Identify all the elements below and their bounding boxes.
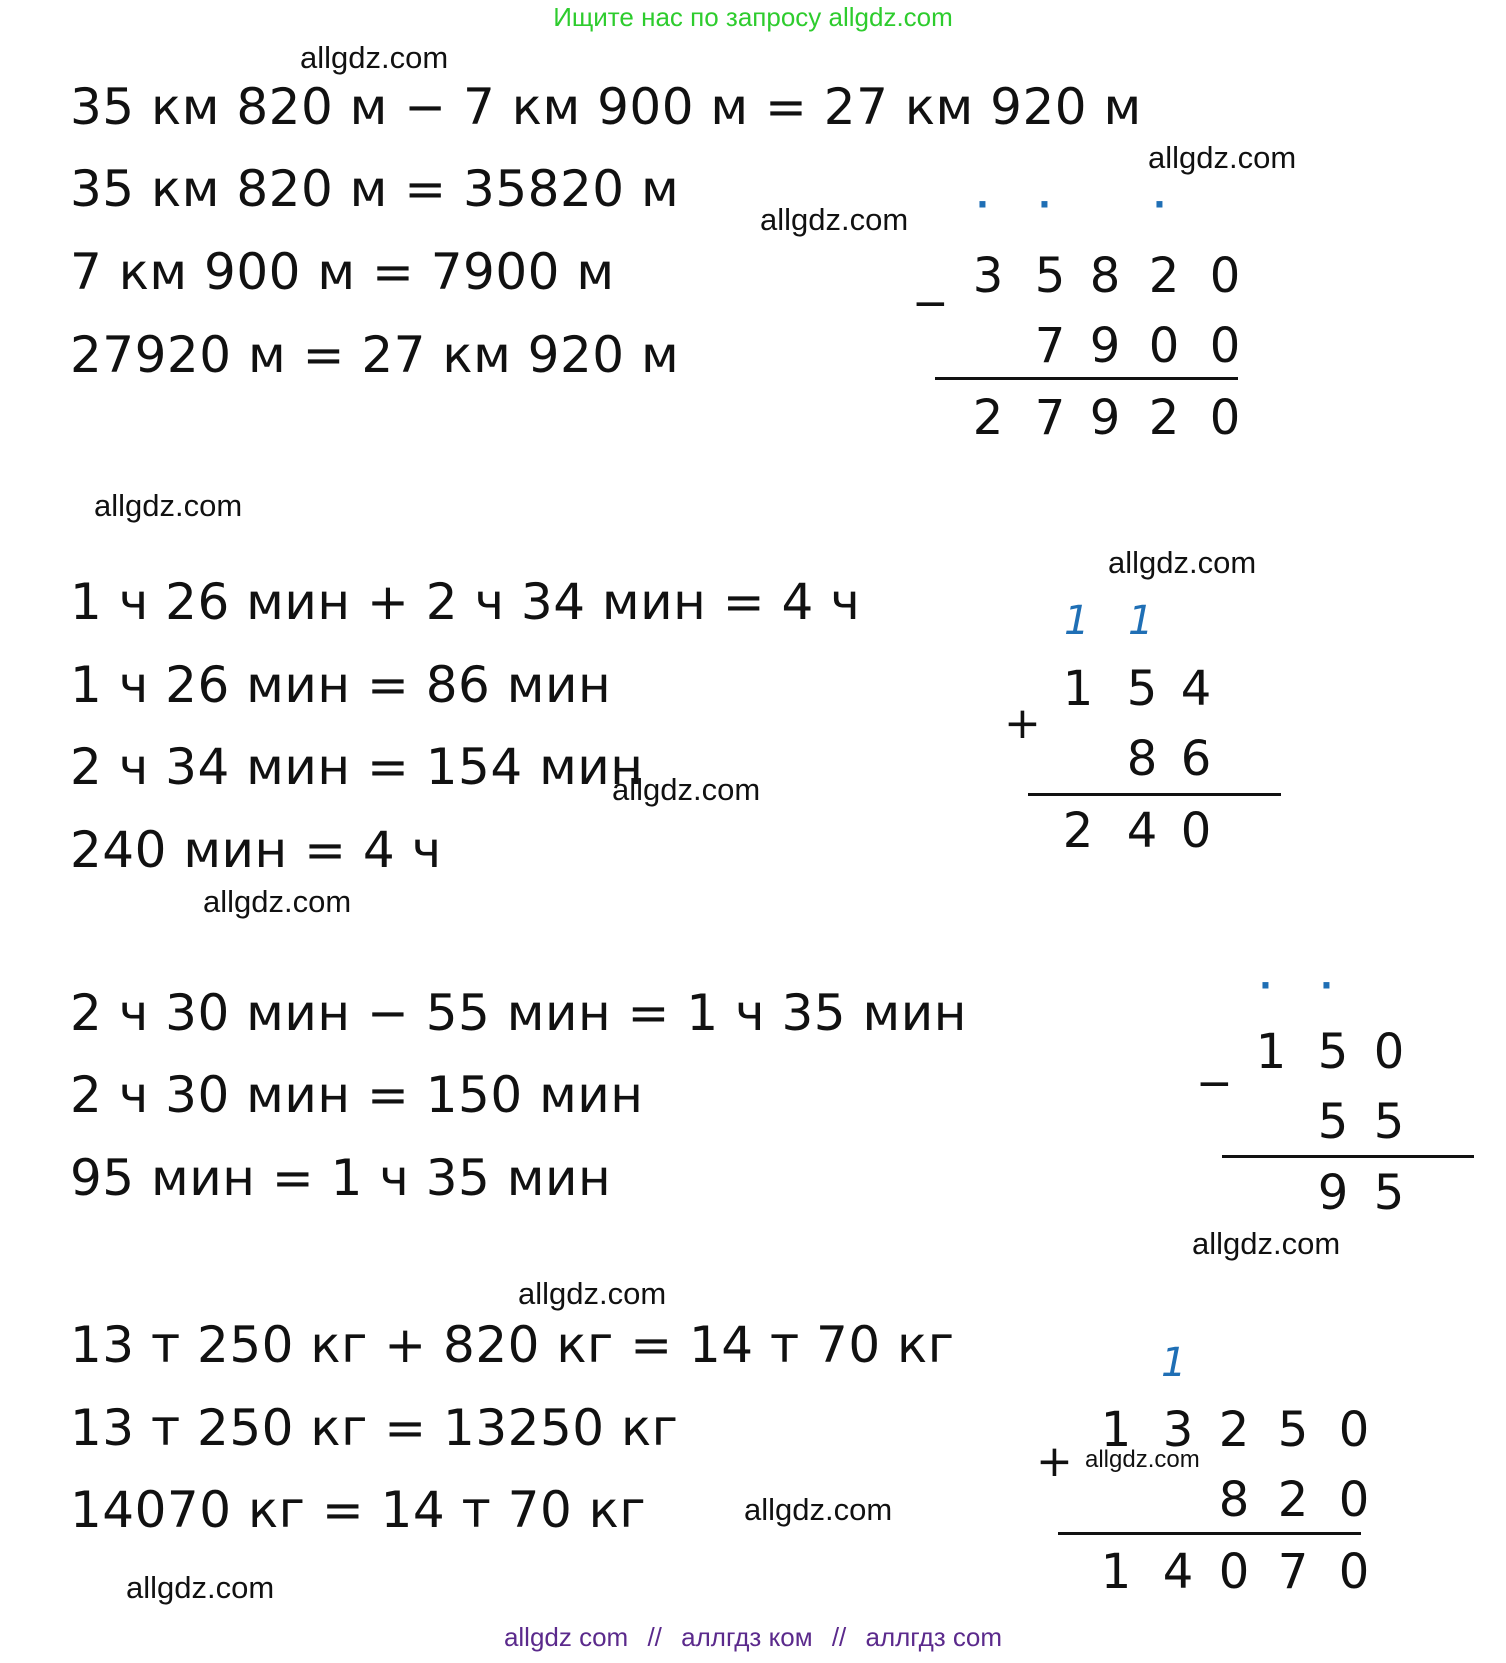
footer-part: аллгдз ком bbox=[681, 1622, 813, 1652]
equation-line: 1 ч 26 мин + 2 ч 34 мин = 4 ч bbox=[70, 573, 861, 631]
watermark: allgdz.com bbox=[300, 40, 449, 75]
digit: 8 bbox=[1089, 248, 1121, 304]
digit: 3 bbox=[1162, 1402, 1194, 1458]
watermark: allgdz.com bbox=[1192, 1226, 1341, 1261]
equation-line: 14070 кг = 14 т 70 кг bbox=[70, 1481, 647, 1539]
digit: 4 bbox=[1126, 803, 1158, 859]
digit: 9 bbox=[1317, 1165, 1349, 1221]
equation-line: 13 т 250 кг = 13250 кг bbox=[70, 1399, 679, 1457]
watermark: allgdz.com bbox=[1108, 545, 1257, 580]
footer-part: allgdz com bbox=[503, 1622, 629, 1652]
digit: 8 bbox=[1126, 731, 1158, 787]
digit: 0 bbox=[1338, 1544, 1370, 1600]
digit: 0 bbox=[1180, 803, 1212, 859]
sum-line bbox=[1028, 793, 1281, 796]
digit: 2 bbox=[1062, 803, 1094, 859]
watermark: allgdz.com bbox=[518, 1276, 667, 1311]
equation-line: 35 км 820 м = 35820 м bbox=[70, 160, 680, 218]
equation-line: 27920 м = 27 км 920 м bbox=[70, 326, 680, 384]
watermark: allgdz.com bbox=[94, 488, 243, 523]
minus-operator: − bbox=[912, 278, 949, 329]
digit: 0 bbox=[1209, 318, 1241, 374]
equation-line: 2 ч 34 мин = 154 мин bbox=[70, 738, 644, 796]
plus-operator: + bbox=[1036, 1436, 1073, 1487]
watermark: allgdz.com bbox=[760, 202, 909, 237]
digit: 9 bbox=[1089, 390, 1121, 446]
equation-line: 2 ч 30 мин − 55 мин = 1 ч 35 мин bbox=[70, 984, 967, 1042]
digit: 2 bbox=[1148, 390, 1180, 446]
header-banner: Ищите нас по запросу allgdz.com bbox=[553, 2, 953, 32]
watermark: allgdz.com bbox=[203, 884, 352, 919]
digit: 1 bbox=[1255, 1024, 1287, 1080]
digit: 7 bbox=[1034, 318, 1066, 374]
digit: 1 bbox=[1062, 661, 1094, 717]
digit: 5 bbox=[1317, 1024, 1349, 1080]
borrow-mark: · bbox=[1320, 966, 1333, 1006]
watermark: allgdz.com bbox=[126, 1570, 275, 1605]
digit: 5 bbox=[1373, 1165, 1405, 1221]
digit: 5 bbox=[1317, 1094, 1349, 1150]
footer bbox=[0, 1622, 1506, 1653]
digit: 1 bbox=[1100, 1402, 1132, 1458]
equation-line: 7 км 900 м = 7900 м bbox=[70, 243, 615, 301]
digit: 0 bbox=[1373, 1024, 1405, 1080]
digit: 8 bbox=[1218, 1472, 1250, 1528]
digit: 0 bbox=[1338, 1472, 1370, 1528]
digit: 2 bbox=[1218, 1402, 1250, 1458]
borrow-mark: · bbox=[1153, 185, 1166, 225]
watermark: allgdz.com bbox=[612, 772, 761, 807]
equation-line: 35 км 820 м − 7 км 900 м = 27 км 920 м bbox=[70, 78, 1142, 136]
watermark: allgdz.com bbox=[1085, 1446, 1200, 1473]
footer-part: аллгдз com bbox=[865, 1622, 1003, 1652]
digit: 0 bbox=[1338, 1402, 1370, 1458]
digit: 5 bbox=[1034, 248, 1066, 304]
equation-line: 240 мин = 4 ч bbox=[70, 821, 442, 879]
borrow-mark: · bbox=[1038, 185, 1051, 225]
carry-mark: 1 bbox=[1161, 1340, 1187, 1386]
digit: 5 bbox=[1277, 1402, 1309, 1458]
digit: 2 bbox=[1148, 248, 1180, 304]
digit: 5 bbox=[1373, 1094, 1405, 1150]
carry-mark: 1 bbox=[1064, 598, 1090, 644]
digit: 0 bbox=[1209, 390, 1241, 446]
digit: 4 bbox=[1180, 661, 1212, 717]
watermark: allgdz.com bbox=[744, 1492, 893, 1527]
footer-separator: // bbox=[831, 1622, 847, 1652]
watermark: allgdz.com bbox=[1148, 140, 1297, 175]
digit: 0 bbox=[1209, 248, 1241, 304]
digit: 6 bbox=[1180, 731, 1212, 787]
digit: 7 bbox=[1034, 390, 1066, 446]
footer-separator: // bbox=[647, 1622, 662, 1652]
sum-line bbox=[935, 377, 1238, 380]
digit: 0 bbox=[1148, 318, 1180, 374]
borrow-mark: · bbox=[1259, 966, 1272, 1006]
digit: 1 bbox=[1100, 1544, 1132, 1600]
equation-line: 1 ч 26 мин = 86 мин bbox=[70, 656, 612, 714]
digit: 3 bbox=[972, 248, 1004, 304]
carry-mark: 1 bbox=[1128, 598, 1154, 644]
equation-line: 13 т 250 кг + 820 кг = 14 т 70 кг bbox=[70, 1316, 955, 1374]
sum-line bbox=[1058, 1532, 1361, 1535]
digit: 7 bbox=[1277, 1544, 1309, 1600]
digit: 4 bbox=[1162, 1544, 1194, 1600]
digit: 9 bbox=[1089, 318, 1121, 374]
borrow-mark: · bbox=[976, 185, 989, 225]
equation-line: 95 мин = 1 ч 35 мин bbox=[70, 1149, 612, 1207]
minus-operator: − bbox=[1196, 1058, 1233, 1109]
sum-line bbox=[1222, 1155, 1474, 1158]
digit: 0 bbox=[1218, 1544, 1250, 1600]
digit: 5 bbox=[1126, 661, 1158, 717]
equation-line: 2 ч 30 мин = 150 мин bbox=[70, 1066, 644, 1124]
digit: 2 bbox=[972, 390, 1004, 446]
plus-operator: + bbox=[1004, 698, 1041, 749]
digit: 2 bbox=[1277, 1472, 1309, 1528]
